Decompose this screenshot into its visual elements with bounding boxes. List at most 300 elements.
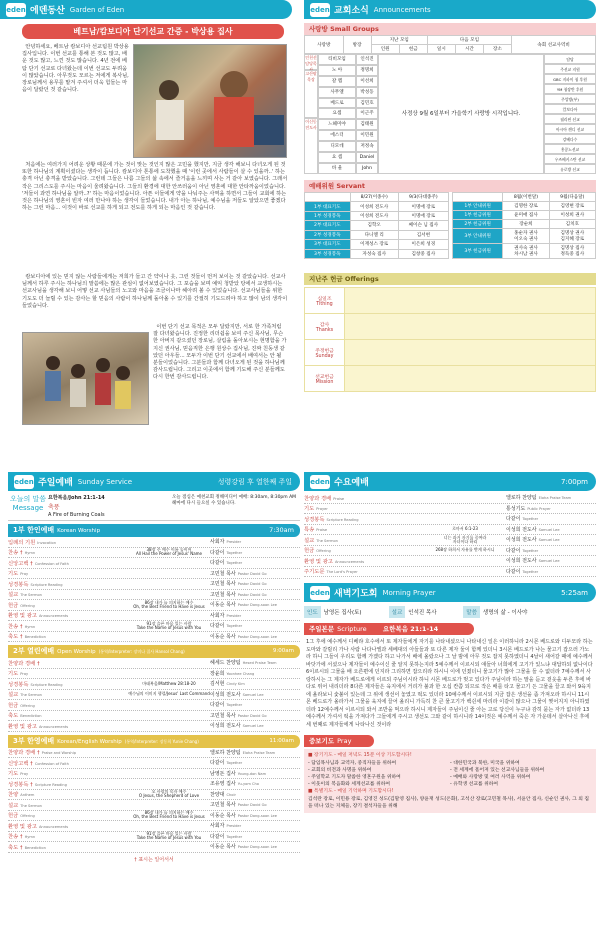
service3-bar [8, 735, 300, 748]
garden-title-en: Garden of Eden [69, 5, 125, 14]
group-leader: 김태원 [356, 119, 378, 130]
col-leader: 방장 [343, 36, 371, 54]
order-item [8, 811, 128, 819]
order-person [210, 633, 300, 640]
order-row [8, 769, 300, 780]
order-item-en: Hymn [24, 835, 36, 840]
order-person [210, 591, 300, 598]
order-item-ko: 설교 [8, 592, 19, 599]
s3-label-en: Korean/English Worship [57, 738, 122, 745]
order-item [8, 580, 128, 588]
order-item-en: Offering [20, 814, 35, 819]
preacher-value: 인석진 목사 [408, 610, 437, 616]
servant-role: 3부 안내위원 [453, 229, 503, 244]
order-person [210, 801, 300, 808]
servant-row [305, 249, 449, 258]
service3-order [8, 748, 300, 853]
order-item-ko: 성경봉독 † [8, 781, 33, 788]
order-person [210, 612, 300, 619]
group-mission: 담당 [544, 54, 596, 64]
order-item [8, 622, 128, 630]
group-mission: 주앙방(부) [544, 94, 596, 104]
order-person-ko: 고민철 목사 [210, 802, 236, 809]
col-people: 인원 [371, 45, 399, 54]
preacher-key: 설교 [389, 606, 406, 618]
church-logo: eden [310, 586, 330, 600]
order-row [8, 669, 300, 680]
col-offer: 헌금 [399, 45, 427, 54]
order-detail: 91장 슬픈 마음 있는 사람 Take the Name of Jesus with You [136, 620, 202, 630]
pray-item: - 이웃이의 복음화와 세계선교를 위하여 [308, 782, 390, 788]
order-item [8, 748, 128, 756]
order-person-ko: 다같이 [210, 549, 225, 556]
order-item-ko: 축도 † [8, 844, 23, 851]
order-person-en: Together [226, 703, 243, 708]
morning-header [304, 583, 596, 602]
order-person-ko: 조유영 집사 [210, 781, 236, 788]
order-person [506, 515, 596, 522]
order-item [8, 590, 128, 598]
s2-label-en: Open Worship [57, 649, 96, 655]
group-name: 요셉 [318, 108, 356, 119]
order-person-ko: 이성희 전도사 [506, 537, 537, 544]
morning-time: 5:25am [561, 588, 588, 597]
order-row [8, 842, 300, 853]
order-person-en: Samuel Lee [538, 559, 560, 564]
pray-title: 중보기도 [309, 737, 335, 746]
sv-date-0: 8/27(이종수) [350, 193, 398, 202]
order-item-en: The Lord's Prayer [326, 570, 358, 575]
order-person [210, 701, 300, 708]
servant-name: 김학오 [350, 221, 398, 230]
order-item-ko: 기도 [8, 771, 19, 778]
order-person-en: Pastor Dong-soon Lee [237, 845, 277, 850]
order-item [8, 690, 128, 698]
order-row [8, 811, 300, 822]
order-person-ko: 다같이 [210, 560, 225, 567]
group-leader: 이민원 [356, 130, 378, 141]
order-person-en: Together [226, 624, 243, 629]
order-person [210, 770, 300, 777]
order-item-ko: 찬양 [8, 792, 19, 799]
order-row [8, 690, 300, 701]
order-person-ko: 남영돈 집사 [210, 770, 236, 777]
order-person-ko: 고민철 목사 [210, 712, 236, 719]
servant-row [453, 244, 596, 259]
pray-item: - 교회의 비전과 사명을 위하여 [308, 767, 372, 773]
servant-role: 3부 대표기도 [305, 240, 351, 249]
order-item-ko: 설교 [304, 537, 315, 544]
col-group: 사랑방 [305, 36, 344, 54]
col-time: 시간 [455, 45, 483, 54]
sunday-subtitle: 성령강림 후 열한째 주일 [217, 477, 292, 486]
order-row [8, 537, 300, 548]
order-item [8, 711, 128, 719]
order-person-en: Cindy Kim [226, 682, 245, 687]
offering-names [345, 340, 596, 366]
group-name: 바 울 [318, 163, 356, 174]
order-item [8, 632, 128, 640]
church-logo: eden [310, 3, 330, 17]
order-item-en: Hymn [24, 624, 36, 629]
morning-info [304, 605, 596, 619]
order-item [8, 669, 128, 677]
order-row [8, 590, 300, 601]
order-row [304, 546, 596, 557]
order-item-en: Offering [316, 549, 331, 554]
group-leader: 인석진 [356, 54, 378, 65]
group-name: 베드로 [318, 98, 356, 109]
offering-type: 십일조 Tithing [305, 288, 345, 314]
order-person-en: Hesed Praise Team [242, 661, 277, 666]
order-person [210, 622, 300, 629]
order-person [506, 505, 596, 512]
order-person-en: Choir [226, 792, 236, 797]
wednesday-title: 수요예배 [334, 478, 369, 488]
order-person [210, 759, 300, 766]
wednesday-time: 7:00pm [561, 477, 588, 486]
order-person-ko: 다같이 [506, 516, 521, 523]
offerings-heading: 지난주 헌금 Offerings [304, 273, 596, 285]
pray-item: - 담임목사님과 교역자, 중직자들을 위하여 [308, 760, 397, 766]
order-person-en: Pastor David Go [237, 803, 267, 808]
order-item-en: Announcements [38, 724, 69, 729]
servant-row [453, 202, 596, 211]
pray-item: - 전 세계에 흩어져 있는 선교사님들을 위하여 [450, 767, 545, 773]
order-person-ko: 이동순 목사 [210, 844, 236, 851]
message-verse: 요한복음/John 21:1-14 [48, 495, 105, 501]
group-name: 느헤미야 [318, 119, 356, 130]
order-item-ko: 설교 [8, 802, 19, 809]
col-place: 장소 [483, 45, 511, 54]
order-person-ko: 사회자 [210, 612, 225, 619]
order-row [8, 621, 300, 632]
group-name: 요 셉 [318, 152, 356, 163]
order-item-ko: 신앙고백 † [8, 760, 33, 767]
service1-bar [8, 524, 300, 537]
order-person-en: Together [226, 561, 243, 566]
order-person-ko: 다같이 [210, 623, 225, 630]
s1-time: 7:30am [269, 526, 294, 534]
order-item [304, 494, 424, 502]
order-person-ko: 이동순 목사 [210, 812, 236, 819]
district-1: 고산팔 목장 [304, 70, 318, 118]
order-person-en: Samuel Lee [538, 527, 560, 532]
scripture-label: 주일본문 [309, 625, 335, 633]
order-item-ko: 찬송 † [8, 550, 23, 557]
scripture-label-en: Scripture [337, 625, 367, 633]
order-person [506, 547, 596, 554]
order-person [210, 680, 300, 687]
church-logo: eden [310, 475, 330, 489]
group-name: 노 아 [318, 65, 356, 76]
servant-role: 1부 헌금위원 [453, 211, 503, 220]
offerings-table [304, 287, 596, 392]
order-item-ko: 환영 및 광고 [8, 613, 37, 620]
group-mission: YM 청장반 후원 [544, 84, 596, 94]
order-person [210, 559, 300, 566]
order-item [8, 659, 128, 667]
order-item-en: The Sermon [20, 693, 42, 698]
servant-row [305, 230, 449, 239]
order-row [304, 535, 596, 546]
servant-role: 2부 헌금위원 [453, 220, 503, 229]
order-item-en: Pray [20, 572, 29, 577]
order-item [304, 567, 424, 575]
pray-head: ■ 장기기도 - 매일 저녁도 15분 이상 기도합시다! [308, 753, 412, 759]
order-row [8, 569, 300, 580]
servant-name: 김서현 [398, 230, 448, 239]
order-item-en: Praise [316, 528, 328, 533]
group-leader: 이근주 [356, 108, 378, 119]
order-item [304, 557, 424, 565]
group-name: 에스더 [318, 130, 356, 141]
group-mission: 필리핀 선교 [544, 114, 596, 124]
pray-item: - 유학생 선교를 위하여 [450, 782, 499, 788]
word-key: 말씀 [463, 606, 480, 618]
servant-row [453, 220, 596, 229]
order-item [304, 515, 424, 523]
order-row [8, 632, 300, 643]
order-item-ko: 성경봉독 [8, 581, 29, 588]
servant-name: 이성희 권사 [549, 211, 595, 220]
order-person-en: Public Prayer [527, 506, 551, 511]
order-item-ko: 찬송 † [8, 623, 23, 630]
order-item-en: The Sermon [316, 538, 338, 543]
servant-heading: 예배위원 Servant [304, 180, 596, 192]
scripture-heading [304, 623, 474, 635]
order-item-ko: 기도 [304, 506, 315, 513]
order-person-ko: 다같이 [210, 833, 225, 840]
order-person-ko: 김서현 [210, 681, 225, 688]
order-item [8, 701, 128, 709]
order-row [8, 558, 300, 569]
order-person [506, 494, 596, 501]
order-person [210, 670, 300, 677]
order-person-ko: 고민철 목사 [210, 591, 236, 598]
testimony-para-2: 처음에는 여러가지 어려운 상황 때문에 가는 것이 맞는 것인지 많은 고민을 했지만, 지금 생각 해보니 다녀오게 된 것 또한 하나님의 계획이셨다는 생각이 듭니다. 캄보디아 톤통에 도착했을 때 '이런 곳에서 사람들이 살 수 있을까..' 하는 충격 아닌 충격을 받았습니다. 그런데 그들은 나름 그들의 삶 속에서 즐거움을 느끼며 사는 거 같아 보였습니다. 그래서 작은 그리스도를 주시는 마음이 울려왔습니다. 그들의 환경에 대한 안쓰러움이 아닌 영혼에 대한 안타까움이었습니다. '저들이 과연 하나님을 알까..?' 하는 마음이었습니다. 아픈 이들에게 약을 나눠주는 사역을 하면서 그들이 교회에 하는 것은 하나님의 영혼이 빈자 여러 만나야 하는 생각이 들었습니다. 내가 아는 하나님, 예수님을 저들도 알았으면 좋겠다 하는 그런 마음... 이것이 바로 선교를 하게 되고 전도를 하게 되는 마음인 것 같습니다. [22, 162, 289, 212]
small-groups-heading: 사랑방 Small Groups [304, 23, 596, 35]
order-item-en: The Sermon [20, 593, 42, 598]
order-item-en: Benediction [24, 635, 46, 640]
group-leader: 박성동 [356, 87, 378, 98]
servant-role: 1부 안내위원 [453, 202, 503, 211]
message-label [8, 495, 48, 520]
order-person-en: Eloha Praise Team [242, 750, 276, 755]
order-item-ko: 특송 [304, 527, 315, 534]
group-name: 티비모임 [318, 54, 356, 65]
order-person-ko: 이성희 전도사 [506, 526, 537, 533]
order-item-en: Announcements [38, 614, 69, 619]
message-content [48, 495, 168, 520]
order-item-en: Benediction [24, 845, 46, 850]
order-item-en: Praise and Worship [41, 751, 76, 756]
order-detail: 예수님의 이미지 행렬/Jesus' Last Command [128, 691, 210, 697]
order-person-ko: 엘로하 찬양팀 [506, 495, 537, 502]
servant-name: 장순희 [503, 220, 549, 229]
order-row [8, 758, 300, 769]
message-theme-ko: 축풍 [48, 503, 60, 511]
offering-row [305, 366, 596, 392]
order-person [210, 812, 300, 819]
order-row [8, 711, 300, 722]
order-item [8, 769, 128, 777]
message-box [8, 495, 300, 521]
testimony-headline: 베트남/캄보디아 단기선교 간증 - 박상용 집사 [22, 24, 284, 39]
order-person [506, 536, 596, 543]
servant-name: 권사숙 권사 차시남 권사 [503, 244, 549, 259]
servant-name: 다니엘 리 [350, 230, 398, 239]
order-row [8, 790, 300, 801]
order-item-en: Scripture Reading [326, 517, 359, 522]
order-detail: 마태복음/Matthew 28:18-20 [142, 680, 196, 686]
order-person-en: Together [522, 517, 539, 522]
order-item-ko: 축도 † [8, 634, 23, 641]
mission-column [544, 54, 596, 174]
order-person-en: Pastor Dong-soon Lee [237, 603, 277, 608]
order-item-ko: 주기도문 [304, 569, 325, 576]
s2-note: (통역/Interpreter: 장미나 집사 Hansol Chang) [98, 649, 185, 654]
order-row [8, 832, 300, 843]
servant-name: 이명애 장로 [398, 211, 448, 220]
order-person-ko: 이성희 전도사 [210, 723, 241, 730]
servant-name: 홍순자 권사 이오숙 권사 [503, 229, 549, 244]
order-item-ko: 헌금 [304, 548, 315, 555]
message-theme-en: A Fire of Burning Coals [48, 511, 105, 518]
order-item [8, 569, 128, 577]
group-name: 사무엘 [318, 87, 356, 98]
church-logo: eden [14, 475, 34, 489]
order-person [210, 780, 300, 787]
order-person-en: Presider [226, 540, 242, 545]
servant-name: 자성숙 집사 [350, 249, 398, 258]
order-person [210, 822, 300, 829]
order-person-en: Together [522, 548, 539, 553]
morning-title-en: Morning Prayer [382, 588, 436, 597]
pray-head2: ■ 특별기도 - 매일 기억하며 기도합시다! [308, 789, 394, 795]
order-item-en: Pray [20, 672, 29, 677]
announce-title: 교회소식 [334, 6, 369, 16]
order-item-en: Offering [20, 603, 35, 608]
order-item-ko: 기도 [8, 571, 19, 578]
order-person-en: Together [226, 834, 243, 839]
order-row [8, 548, 300, 559]
servant-row [305, 221, 449, 230]
order-person-en: Yoonhee Chang [226, 671, 255, 676]
servant-role: 1부 대표기도 [305, 202, 351, 211]
order-person-en: Presider [226, 613, 242, 618]
order-person-en: Samuel Lee [538, 538, 560, 543]
servant-name: 김영현 장로 [549, 202, 595, 211]
group-mission: 주선교 지원 [544, 64, 596, 74]
order-row [8, 611, 300, 622]
order-person [210, 601, 300, 608]
group-mission: GBC 지파이 청 후원 [544, 74, 596, 84]
order-person-en: Pastor David Go [237, 582, 267, 587]
order-row [304, 514, 596, 525]
order-item [8, 790, 128, 798]
schedule-notice: 사정상 9월 6일부터 가을학기 사랑방 시작입니다. [378, 54, 544, 174]
mission-photo-medical [133, 44, 287, 158]
order-item-en: Hymn [24, 551, 36, 556]
order-row [8, 779, 300, 790]
servant-name: 이성희 전도사 [350, 211, 398, 220]
servant-name: 이성희 전도사 [350, 202, 398, 211]
order-row [8, 721, 300, 732]
order-item [8, 601, 128, 609]
order-person-en: Together [522, 569, 539, 574]
service2-bar [8, 645, 300, 658]
order-person-ko: 다같이 [210, 702, 225, 709]
order-row [8, 700, 300, 711]
order-item-en: Scripture Reading [34, 782, 67, 787]
order-item-ko: 신앙고백 † [8, 560, 33, 567]
group-name: 갈 렙 [318, 76, 356, 87]
order-item-ko: 환영 및 광고 [304, 558, 333, 565]
wednesday-order [304, 493, 596, 577]
order-item [8, 822, 128, 830]
order-person-ko: 다같이 [506, 547, 521, 554]
order-person [210, 749, 300, 756]
s1-label-en: Korean Worship [57, 528, 101, 534]
order-person-ko: 이동순 목사 [210, 633, 236, 640]
testimony-para-1: 안녕하세요, 베트남 캄보디아 선교팀원 박상용 집사입니다. 이번 선교를 통해 본 것도 많고, 배운 것도 많고, 느낀 것도 많습니다. 4년 전에 베탐 단기 선교로 다녀왔는데 이번 선교도 두려움이 많았습니다. 아무것도 모르는 저에게 복사님, 장로님께서 용무를 맡겨 주셔서 더욱 힘들는 마음이 달랐던 것 같습니다. [22, 44, 131, 94]
group-mission: 홍콩노선교 [544, 144, 596, 154]
pray-box [304, 749, 596, 813]
order-item-ko: 헌금 [8, 813, 19, 820]
order-person-en: Together [226, 761, 243, 766]
order-item-en: The Sermon [20, 803, 42, 808]
small-groups-body [304, 54, 596, 174]
group-mission: 강베다수 [544, 134, 596, 144]
order-item [8, 780, 128, 788]
order-person [210, 538, 300, 545]
order-item-ko: 성경봉독 [304, 516, 325, 523]
servant-row [305, 211, 449, 220]
order-person [506, 557, 596, 564]
order-person-ko: 이성희 전도사 [210, 691, 241, 698]
order-item-en: Prayer [316, 507, 328, 512]
morning-title: 새벽기도회 [334, 589, 378, 599]
weekday-page [304, 472, 596, 813]
order-person-en: Yu-yom Cho [237, 782, 259, 787]
order-row [8, 600, 300, 611]
order-item-ko: 환영 및 광고 [8, 823, 37, 830]
offering-names [345, 314, 596, 340]
district-0: 인천선 담당목사 [305, 55, 317, 72]
order-row [8, 679, 300, 690]
offering-names [345, 366, 596, 392]
service2-order [8, 658, 300, 732]
servant-role: 1부 성경봉독 [305, 211, 351, 220]
leader-value: 남영돈 집사(토) [323, 610, 362, 616]
order-person-en: Presider [226, 824, 242, 829]
order-detail: 91장 슬픈 마음 있는 사람 Take the Name of Jesus with You [136, 831, 202, 841]
order-row [8, 658, 300, 669]
servant-name: 김명한 장로 [503, 202, 549, 211]
message-label-ko: 오늘의 말씀 [9, 495, 47, 503]
leader-key: 인도 [304, 606, 321, 618]
order-item [8, 801, 128, 809]
order-item-en: Announcements [334, 559, 365, 564]
order-item-ko: 헌금 [8, 702, 19, 709]
sv-date-1: 9/3(다대종주) [398, 193, 448, 202]
sunday-title: 주일예배 [38, 478, 73, 488]
servant-name: 이재성스 장로 [350, 240, 398, 249]
sunday-page [8, 472, 300, 863]
garden-page [0, 0, 292, 444]
order-detail: 268장 하희서 자유를 받게 하시니 [435, 547, 495, 553]
